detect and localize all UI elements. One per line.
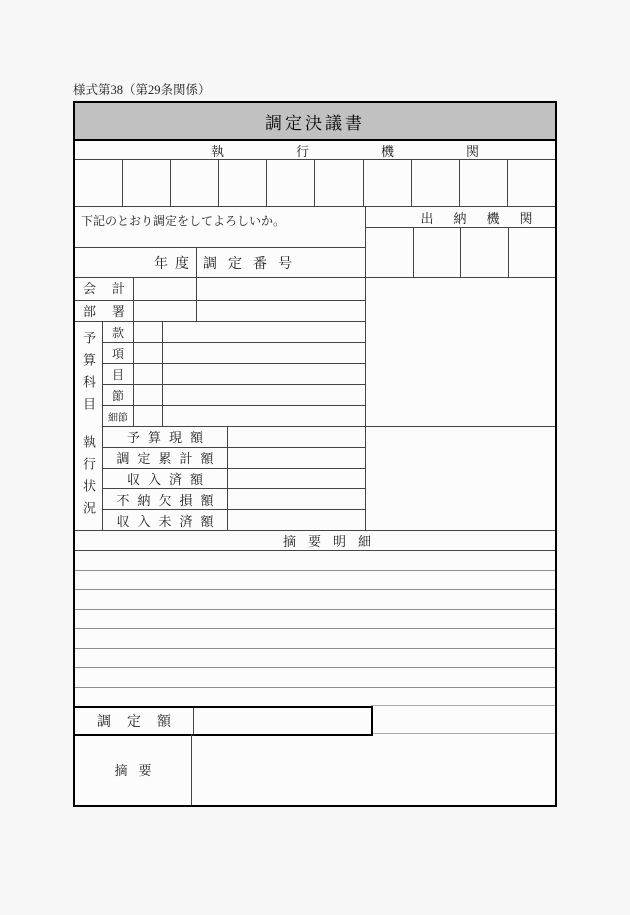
executive-organ-label: 執 行 機 関	[210, 143, 480, 159]
execution-value-cell	[228, 510, 365, 530]
execution-row	[103, 427, 365, 448]
main-area	[75, 207, 555, 530]
budget-item-label: 目	[103, 364, 134, 384]
budget-item-label: 細節	[103, 406, 134, 426]
fiscal-year-label: 年度	[154, 256, 196, 272]
form-number-label: 様式第38（第29条関係）	[73, 83, 211, 97]
approval-question: 下記のとおり調定をしてよろしいか。	[75, 207, 365, 248]
year-number-row	[75, 248, 365, 278]
signature-cell	[461, 228, 509, 277]
budget-section-label: 予算科目	[75, 322, 103, 427]
assessment-amount-box	[73, 706, 373, 736]
account-name-cell	[197, 278, 365, 300]
execution-item-label: 収 入 未 済 額	[103, 510, 228, 530]
budget-item-label: 款	[103, 322, 134, 342]
budget-items-section	[75, 322, 365, 427]
budget-name-cell	[163, 364, 365, 384]
execution-value-cell	[228, 469, 365, 489]
budget-row	[103, 406, 365, 427]
department-code-cell	[134, 301, 197, 321]
signature-cell	[412, 160, 460, 206]
accounting-organ-header	[366, 207, 555, 228]
budget-name-cell	[163, 385, 365, 405]
account-row	[75, 278, 365, 301]
budget-name-cell	[163, 322, 365, 342]
summary-label-cell	[75, 734, 192, 805]
detail-rows	[75, 551, 555, 706]
blank-box-upper	[366, 278, 555, 427]
budget-item-label: 節	[103, 385, 134, 405]
account-code-cell	[134, 278, 197, 300]
detail-row	[75, 571, 555, 591]
detail-row	[75, 629, 555, 649]
budget-code-cell	[134, 364, 163, 384]
execution-row	[103, 510, 365, 530]
budget-row	[103, 364, 365, 385]
detail-row	[75, 688, 555, 707]
budget-row	[103, 385, 365, 406]
detail-row	[75, 610, 555, 630]
amount-row-right-strip	[371, 705, 555, 734]
accounting-signature-row	[366, 228, 555, 278]
department-label-cell	[75, 301, 134, 321]
executive-signature-row	[75, 160, 555, 207]
signature-cell	[414, 228, 462, 277]
summary-value-cell	[192, 734, 555, 805]
signature-cell	[219, 160, 267, 206]
form-title: 調定決議書	[265, 113, 365, 133]
detail-row	[75, 649, 555, 669]
budget-item-label: 項	[103, 343, 134, 363]
assessment-amount-value-cell	[194, 708, 371, 734]
execution-item-label: 調 定 累 計 額	[103, 448, 228, 468]
execution-row	[103, 448, 365, 469]
execution-value-cell	[228, 489, 365, 509]
execution-rows	[103, 427, 365, 530]
summary-row	[75, 734, 555, 805]
department-row	[75, 301, 365, 322]
budget-code-cell	[134, 385, 163, 405]
signature-cell	[508, 160, 555, 206]
execution-status-section	[75, 427, 365, 530]
budget-row	[103, 343, 365, 364]
accounting-organ-label: 出 納 機 関	[420, 210, 533, 226]
budget-name-cell	[163, 343, 365, 363]
signature-cell	[509, 228, 556, 277]
assessment-number-label: 調定番号	[203, 256, 303, 272]
accounting-organ-column	[365, 207, 555, 530]
account-label: 会 計	[83, 281, 125, 296]
signature-cell	[267, 160, 315, 206]
blank-box-lower	[366, 427, 555, 530]
department-label: 部 署	[83, 304, 125, 319]
signature-cell	[460, 160, 508, 206]
signature-cell	[171, 160, 219, 206]
execution-item-label: 不 納 欠 損 額	[103, 489, 228, 509]
execution-section-label: 執行状況	[75, 427, 103, 530]
signature-cell	[75, 160, 123, 206]
signature-cell	[315, 160, 363, 206]
title-bar	[75, 103, 555, 141]
execution-row	[103, 469, 365, 490]
budget-rows	[103, 322, 365, 427]
execution-row	[103, 489, 365, 510]
account-label-cell	[75, 278, 134, 300]
fiscal-year-cell	[75, 248, 197, 277]
execution-item-label: 収 入 済 額	[103, 469, 228, 489]
detail-row	[75, 590, 555, 610]
execution-item-label: 予 算 現 額	[103, 427, 228, 447]
main-left-column	[75, 207, 365, 530]
budget-code-cell	[134, 343, 163, 363]
budget-row	[103, 322, 365, 343]
execution-value-cell	[228, 448, 365, 468]
detail-row	[75, 668, 555, 688]
budget-code-cell	[134, 406, 163, 426]
detail-row	[75, 551, 555, 571]
execution-value-cell	[228, 427, 365, 447]
executive-organ-header	[75, 141, 555, 160]
budget-code-cell	[134, 322, 163, 342]
signature-cell	[366, 228, 414, 277]
signature-cell	[123, 160, 171, 206]
summary-label: 摘 要	[114, 763, 152, 778]
assessment-number-cell	[197, 248, 365, 277]
budget-name-cell	[163, 406, 365, 426]
detail-section-header	[75, 530, 555, 551]
signature-cell	[364, 160, 412, 206]
assessment-amount-label: 調 定 額	[75, 708, 194, 734]
department-name-cell	[197, 301, 365, 321]
assessment-resolution-form	[73, 101, 557, 807]
detail-header-label: 摘 要 明 細	[282, 534, 372, 549]
